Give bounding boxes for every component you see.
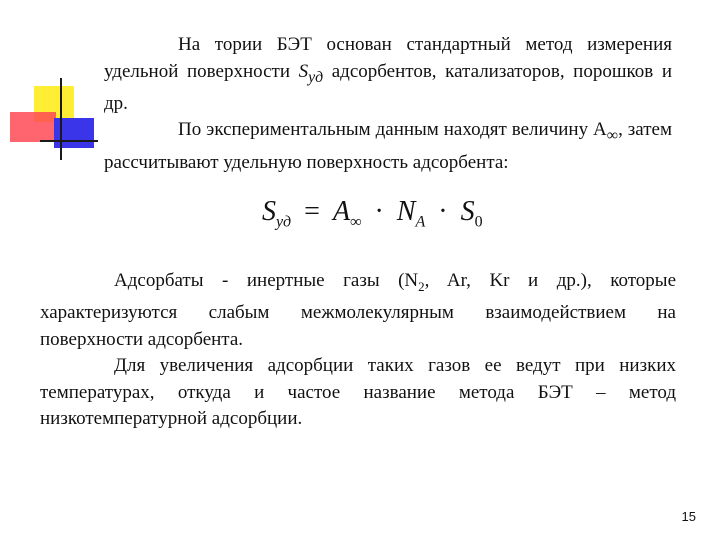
low-temperature-paragraph: Для увеличения адсорбции таких газов ее ведут при низких температурах, откуда и частое название метода БЭТ – метод низкотемпературной адсорбции. [40,355,676,430]
page-number: 15 [681,509,696,524]
decor-vertical-line [60,78,62,160]
symbol-s: S [298,60,309,82]
symbol-a: A [593,119,607,141]
intro-paragraph: На тории БЭТ основан стандартный метод измерения удельной поверхности $S_{уд}$ адсорбентов, катализаторов, порошков и др. По экспериментальным данным находят величину $A_\infty$, затем рассчитывают удельную поверхность адсорбента: [104,34,672,173]
decor-red-square [10,112,56,142]
decor-horizontal-line [40,140,98,142]
surface-area-formula: $S_{уд} = A_\infty \cdot N_A \cdot S_0$ [262,196,483,231]
adsorbates-paragraph: Адсорбаты - инертные газы ($N_2$, Ar, Kr и др.), которые характеризуются слабым межмолекулярным взаимодействием на поверхности адсорбента. Для увеличения адсорбции таких газов ее ведут при низких температурах, откуда и частое название метода БЭТ – метод низкотемпературной адсорбции. [40,270,677,430]
